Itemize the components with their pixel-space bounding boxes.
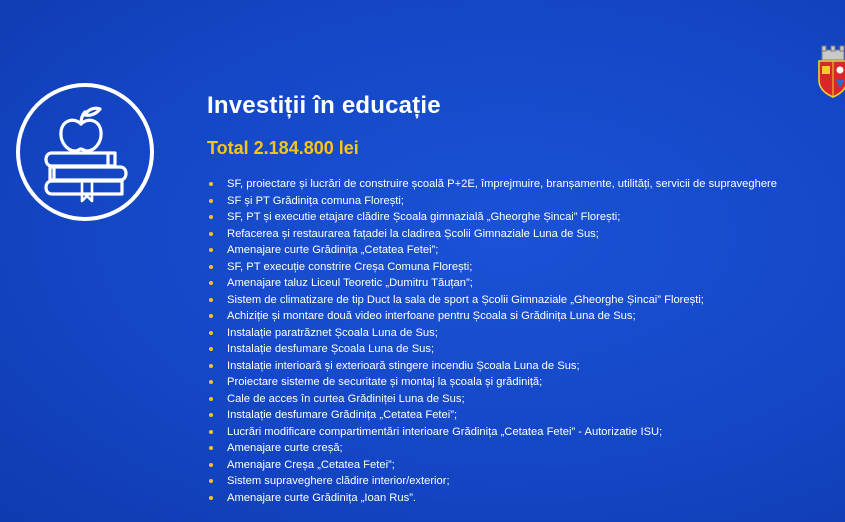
list-item-text: Amenajare curte Grădinița „Ioan Rus”. — [227, 491, 417, 504]
coat-of-arms-icon — [816, 44, 845, 100]
list-item — [207, 242, 845, 259]
list-item-text: Instalație desfumare Grădinița „Cetatea Fetei”; — [227, 409, 458, 421]
list-item-text: SF, PT execuție constrire Creșa Comuna Florești; — [227, 260, 473, 273]
list-item-text: SF și PT Grădinița comuna Florești; — [227, 194, 404, 207]
bullet-icon — [209, 182, 213, 186]
bullet-icon — [209, 430, 213, 434]
list-item-text: Sistem supraveghere clădire interior/exterior; — [227, 475, 450, 487]
bullet-icon — [209, 347, 213, 351]
bullet-icon — [209, 463, 213, 467]
list-item — [207, 490, 845, 507]
bullet-icon — [209, 298, 213, 302]
list-item-text: Sistem de climatizare de tip Duct la sala de sport a Școlii Gimnaziale „Gheorghe Șincai” Florești; — [227, 293, 704, 306]
list-item — [207, 292, 845, 309]
list-item-text: Instalație interioară și exterioară stingere incendiu Școala Luna de Sus; — [227, 359, 580, 372]
list-item — [207, 341, 845, 358]
list-item — [207, 259, 845, 276]
list-item-text: Refacerea și restaurarea fațadei la cladirea Școlii Gimnaziale Luna de Sus; — [227, 227, 599, 240]
list-item — [207, 275, 845, 292]
list-item-text: Instalație paratrăznet Școala Luna de Sus; — [227, 326, 438, 339]
list-item — [207, 374, 845, 391]
list-item-text: Lucrări modificare compartimentări interioare Grădinița „Cetatea Fetei” - Autorizatie ISU; — [227, 425, 663, 438]
list-item — [207, 176, 845, 193]
list-item-text: Achiziție și montare două video interfoane pentru Școala si Grădinița Luna de Sus; — [227, 310, 636, 322]
slide-title: Investiții în educație — [207, 92, 441, 119]
bullet-icon — [209, 446, 213, 450]
list-item-text: SF, proiectare și lucrări de construire școală P+2E, împrejmuire, branșamente, utilități, servicii de supraveghere — [227, 178, 777, 190]
bullet-icon — [209, 199, 213, 203]
bullet-icon — [209, 232, 213, 236]
list-item — [207, 457, 845, 474]
list-item — [207, 209, 845, 226]
bullet-icon — [209, 265, 213, 269]
list-item — [207, 358, 845, 375]
list-item — [207, 308, 845, 325]
bullet-icon — [209, 413, 213, 417]
bullet-icon — [209, 248, 213, 252]
list-item-text: Amenajare curte Grădinița „Cetatea Fetei”; — [227, 244, 439, 256]
list-item-text: SF, PT și executie etajare clădire Școala gimnazială „Gheorghe Șincai” Florești; — [227, 211, 621, 223]
bullet-icon — [209, 215, 213, 219]
list-item-text: Amenajare Creșa „Cetatea Fetei”; — [227, 458, 395, 471]
list-item — [207, 407, 845, 424]
list-item — [207, 473, 845, 490]
bullet-icon — [209, 496, 213, 500]
list-item-text: Amenajare taluz Liceul Teoretic „Dumitru Tăuțan”; — [227, 277, 473, 289]
bullet-icon — [209, 364, 213, 368]
bullet-icon — [209, 479, 213, 483]
apple-on-books-icon — [16, 83, 154, 221]
investment-total: Total 2.184.800 lei — [207, 138, 359, 158]
investment-list — [207, 176, 845, 506]
list-item — [207, 440, 845, 457]
list-item-text: Cale de acces în curtea Grădiniței Luna de Sus; — [227, 392, 465, 405]
bullet-icon — [209, 380, 213, 384]
list-item — [207, 391, 845, 408]
bullet-icon — [209, 397, 213, 401]
list-item-text: Amenajare curte creșă; — [227, 442, 343, 454]
list-item — [207, 325, 845, 342]
list-item — [207, 424, 845, 441]
list-item-text: Proiectare sisteme de securitate și montaj la școala și grădiniță; — [227, 376, 543, 388]
list-item-text: Instalație desfumare Școala Luna de Sus; — [227, 343, 435, 355]
list-item — [207, 193, 845, 210]
bullet-icon — [209, 331, 213, 335]
bullet-icon — [209, 281, 213, 285]
list-item — [207, 226, 845, 243]
bullet-icon — [209, 314, 213, 318]
